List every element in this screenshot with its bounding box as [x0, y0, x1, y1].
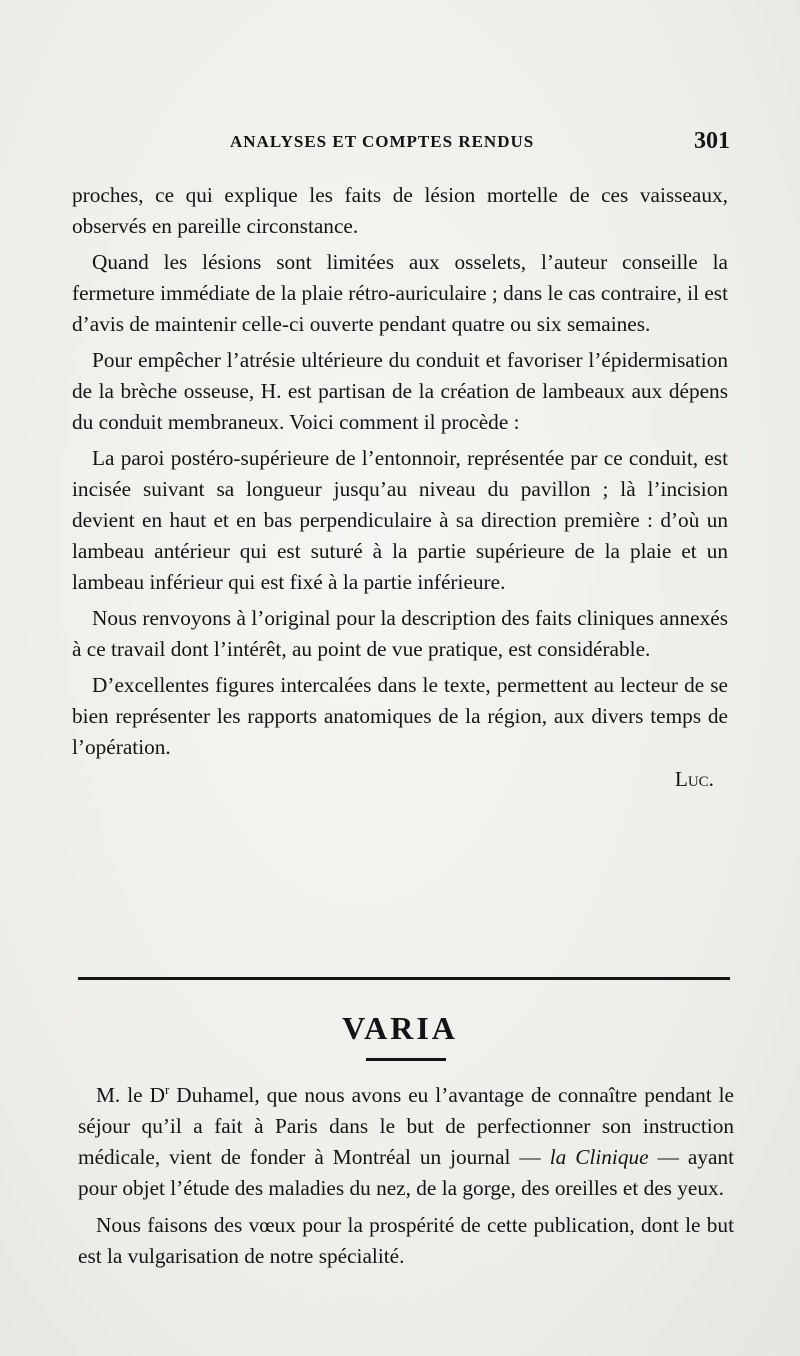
paragraph: Quand les lésions sont limitées aux osselets, l’auteur conseille la fermeture immédiate de la plaie rétro-auriculaire ; dans le cas contraire, il est d’avis de maintenir celle-ci ouverte pendant quatre ou six semaines. [72, 250, 728, 336]
page-number: 301 [694, 128, 730, 154]
paragraph: La paroi postéro-supérieure de l’entonnoir, représentée par ce conduit, est incisée suivant sa longueur jusqu’au niveau du pavillon ; là l’incision devient en haut et en bas perpendiculaire à sa direction première : d’où un lambeau antérieur qui est suturé à la partie supérieure de la plaie et un lambeau inférieur qui est fixé à la partie inférieure. [72, 446, 728, 594]
section-title: VARIA [342, 1010, 458, 1046]
superscript: r [164, 1081, 170, 1097]
paragraph: Nous renvoyons à l’original pour la description des faits cliniques annexés à ce travail dont l’intérêt, au point de vue pratique, est considérable. [72, 606, 728, 661]
paragraph: Nous faisons des vœux pour la prospérité de cette publication, dont le but est la vulgarisation de notre spécialité. [78, 1213, 734, 1268]
title-underline [366, 1058, 446, 1061]
varia-body [78, 1080, 734, 1278]
paragraph: Pour empêcher l’atrésie ultérieure du conduit et favoriser l’épidermisation de la brèche osseuse, H. est partisan de la création de lambeaux aux dépens du conduit membraneux. Voici comment il procède : [72, 348, 728, 434]
running-head: ANALYSES ET COMPTES RENDUS [230, 132, 535, 151]
article-body [72, 180, 728, 795]
paragraph: D’excellentes figures intercalées dans le texte, permettent au lecteur de se bien représenter les rapports anatomiques de la région, aux divers temps de l’opération. [72, 673, 728, 759]
text-run: M. le D [96, 1083, 165, 1107]
paragraph [78, 1080, 734, 1204]
text-run: Duhamel, que nous avons eu l’avantage de connaître pendant le séjour qu’il a fait à Paris dans le but de perfectionner son instruction médicale, vient de fonder à Montréal un journal — [78, 1083, 734, 1169]
paragraph: proches, ce qui explique les faits de lésion mortelle de ces vaisseaux, observés en pareille circonstance. [72, 183, 728, 238]
section-divider [78, 977, 730, 980]
author-signature: Luc. [674, 767, 714, 791]
text-run: — ayant pour objet l’étude des maladies du nez, de la gorge, des oreilles et des yeux. [78, 1145, 734, 1200]
journal-title: la Clinique [549, 1145, 649, 1169]
